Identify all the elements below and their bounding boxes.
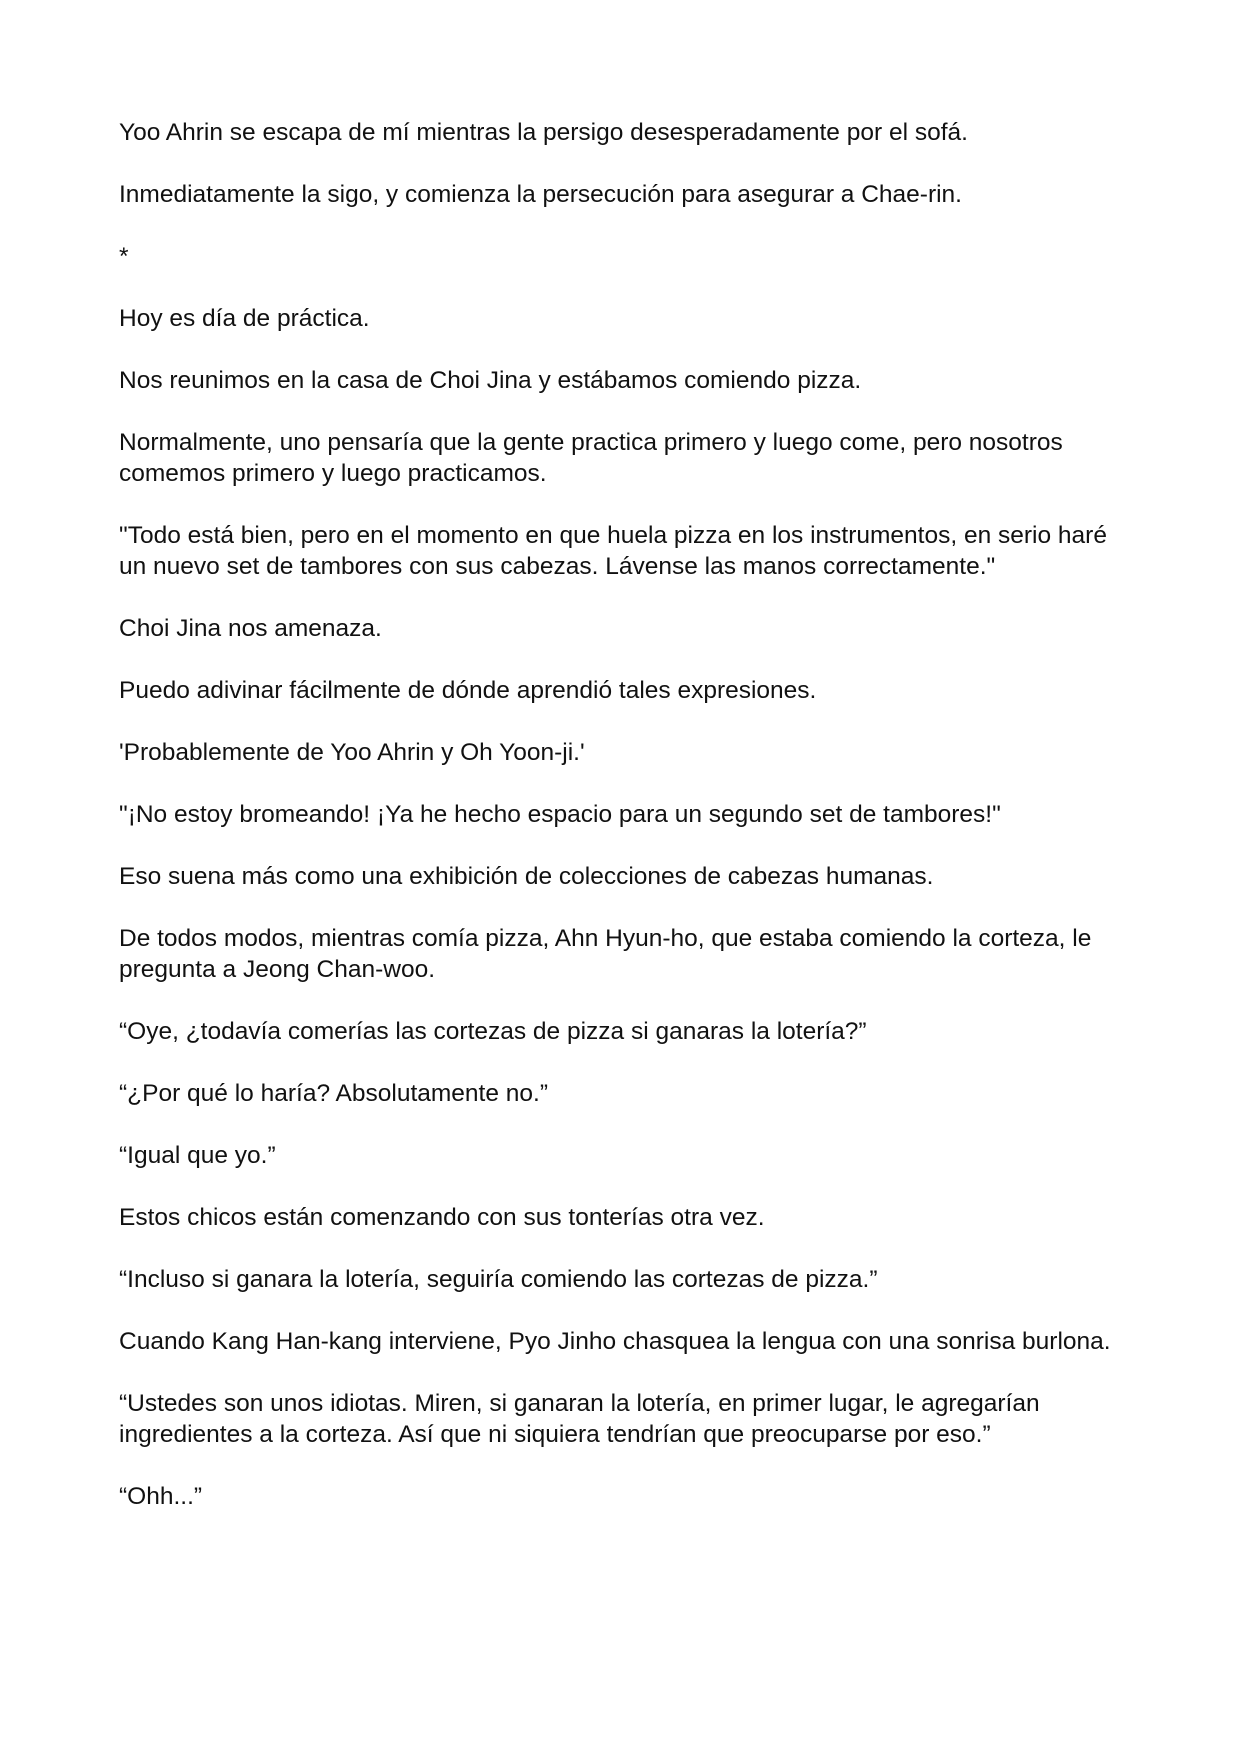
scene-break-asterisk: * [119, 243, 129, 270]
paragraph-14: “Oye, ¿todavía comerías las cortezas de pizza si ganaras la lotería?” [119, 1018, 867, 1045]
paragraph-2: Inmediatamente la sigo, y comienza la persecución para asegurar a Chae-rin. [119, 181, 962, 208]
paragraph-4: Hoy es día de práctica. [119, 305, 370, 332]
paragraph-16: “Igual que yo.” [119, 1142, 276, 1169]
paragraph-19: Cuando Kang Han-kang interviene, Pyo Jinho chasquea la lengua con una sonrisa burlona. [119, 1328, 1111, 1355]
document-body [119, 117, 1129, 1512]
paragraph-11: "¡No estoy bromeando! ¡Ya he hecho espacio para un segundo set de tambores!" [119, 801, 1001, 828]
paragraph-8: Choi Jina nos amenaza. [119, 615, 382, 642]
paragraph-21: “Ohh...” [119, 1483, 203, 1510]
paragraph-7: "Todo está bien, pero en el momento en que huela pizza en los instrumentos, en serio haré un nuevo set de tambores con sus cabezas. Lávense las manos correctamente." [119, 522, 1107, 580]
paragraph-13: De todos modos, mientras comía pizza, Ahn Hyun-ho, que estaba comiendo la corteza, le pregunta a Jeong Chan-woo. [119, 925, 1092, 983]
paragraph-6: Normalmente, uno pensaría que la gente practica primero y luego come, pero nosotros comemos primero y luego practicamos. [119, 429, 1063, 487]
paragraph-9: Puedo adivinar fácilmente de dónde aprendió tales expresiones. [119, 677, 817, 704]
paragraph-15: “¿Por qué lo haría? Absolutamente no.” [119, 1080, 549, 1107]
paragraph-12: Eso suena más como una exhibición de colecciones de cabezas humanas. [119, 863, 934, 890]
paragraph-1: Yoo Ahrin se escapa de mí mientras la persigo desesperadamente por el sofá. [119, 119, 968, 146]
paragraph-10: 'Probablemente de Yoo Ahrin y Oh Yoon-ji.' [119, 739, 585, 766]
paragraph-20: “Ustedes son unos idiotas. Miren, si ganaran la lotería, en primer lugar, le agregarían ingredientes a la corteza. Así que ni siquiera tendrían que preocuparse por eso.” [119, 1390, 1040, 1448]
paragraph-17: Estos chicos están comenzando con sus tonterías otra vez. [119, 1204, 765, 1231]
paragraph-5: Nos reunimos en la casa de Choi Jina y estábamos comiendo pizza. [119, 367, 862, 394]
paragraph-18: “Incluso si ganara la lotería, seguiría comiendo las cortezas de pizza.” [119, 1266, 878, 1293]
